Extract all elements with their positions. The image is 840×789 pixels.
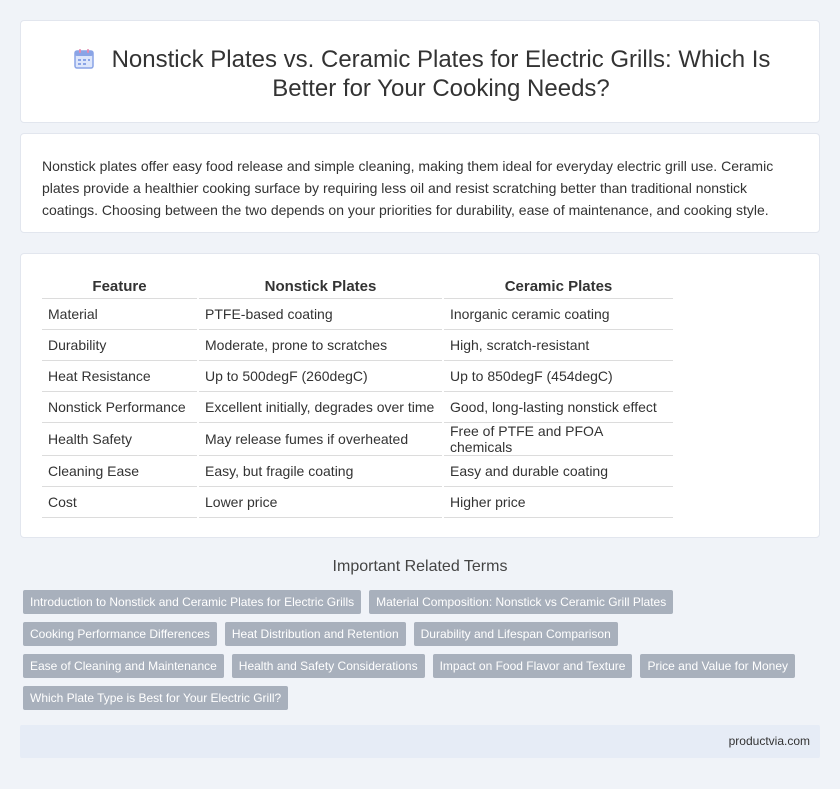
table-row [42, 422, 673, 455]
tag-row [23, 686, 823, 710]
title-card [20, 20, 820, 123]
related-term-tag[interactable]: Durability and Lifespan Comparison [414, 622, 618, 646]
intro-card [20, 133, 820, 233]
header-nonstick: Nonstick Plates [198, 275, 443, 298]
table-cell: Good, long-lasting nonstick effect [443, 391, 673, 422]
table-row [42, 329, 673, 360]
table-cell: High, scratch-resistant [443, 329, 673, 360]
related-term-tag[interactable]: Cooking Performance Differences [23, 622, 217, 646]
related-term-tag[interactable]: Material Composition: Nonstick vs Ceramic Grill Plates [369, 590, 673, 614]
table-row [42, 455, 673, 486]
footer-site-link[interactable]: productvia.com [728, 734, 810, 748]
related-terms-heading: Important Related Terms [332, 558, 508, 575]
table-cell: Cleaning Ease [42, 455, 198, 486]
related-terms-tags [23, 590, 823, 718]
related-term-tag[interactable]: Heat Distribution and Retention [225, 622, 406, 646]
table-header-row [42, 275, 673, 298]
page-title: Nonstick Plates vs. Ceramic Plates for Electric Grills: Which Is Better for Your Cooking Needs? [111, 46, 771, 102]
tag-row [23, 622, 823, 646]
footer [20, 725, 820, 758]
table-cell: Easy, but fragile coating [198, 455, 443, 486]
related-term-tag[interactable]: Ease of Cleaning and Maintenance [23, 654, 224, 678]
table-cell: Free of PTFE and PFOA chemicals [443, 422, 673, 455]
table-cell: Lower price [198, 486, 443, 517]
header-feature: Feature [42, 275, 198, 298]
table-cell: PTFE-based coating [198, 298, 443, 329]
table-cell: Excellent initially, degrades over time [198, 391, 443, 422]
table-cell: Easy and durable coating [443, 455, 673, 486]
table-cell: Nonstick Performance [42, 391, 198, 422]
comparison-table [42, 275, 673, 518]
table-cell: Cost [42, 486, 198, 517]
table-row [42, 298, 673, 329]
related-term-tag[interactable]: Health and Safety Considerations [232, 654, 425, 678]
table-cell: Moderate, prone to scratches [198, 329, 443, 360]
related-term-tag[interactable]: Which Plate Type is Best for Your Electric Grill? [23, 686, 288, 710]
tag-row [23, 590, 823, 614]
related-term-tag[interactable]: Introduction to Nonstick and Ceramic Plates for Electric Grills [23, 590, 361, 614]
table-cell: May release fumes if overheated [198, 422, 443, 455]
table-cell: Up to 500degF (260degC) [198, 360, 443, 391]
header-ceramic: Ceramic Plates [443, 275, 673, 298]
intro-paragraph: Nonstick plates offer easy food release and simple cleaning, making them ideal for everyday electric grill use. Ceramic plates provide a healthier cooking surface by requiring less oil and resist scratching better than traditional nonstick coatings. Choosing between the two depends on your priorities for durability, ease of maintenance, and cooking style. [42, 158, 774, 218]
table-cell: Health Safety [42, 422, 198, 455]
related-term-tag[interactable]: Impact on Food Flavor and Texture [433, 654, 633, 678]
table-cell: Higher price [443, 486, 673, 517]
table-row [42, 391, 673, 422]
table-row [42, 360, 673, 391]
table-cell: Up to 850degF (454degC) [443, 360, 673, 391]
tag-row [23, 654, 823, 678]
comparison-table-card [20, 253, 820, 538]
table-cell: Heat Resistance [42, 360, 198, 391]
table-row [42, 486, 673, 517]
related-term-tag[interactable]: Price and Value for Money [640, 654, 795, 678]
table-cell: Material [42, 298, 198, 329]
table-cell: Inorganic ceramic coating [443, 298, 673, 329]
table-cell: Durability [42, 329, 198, 360]
